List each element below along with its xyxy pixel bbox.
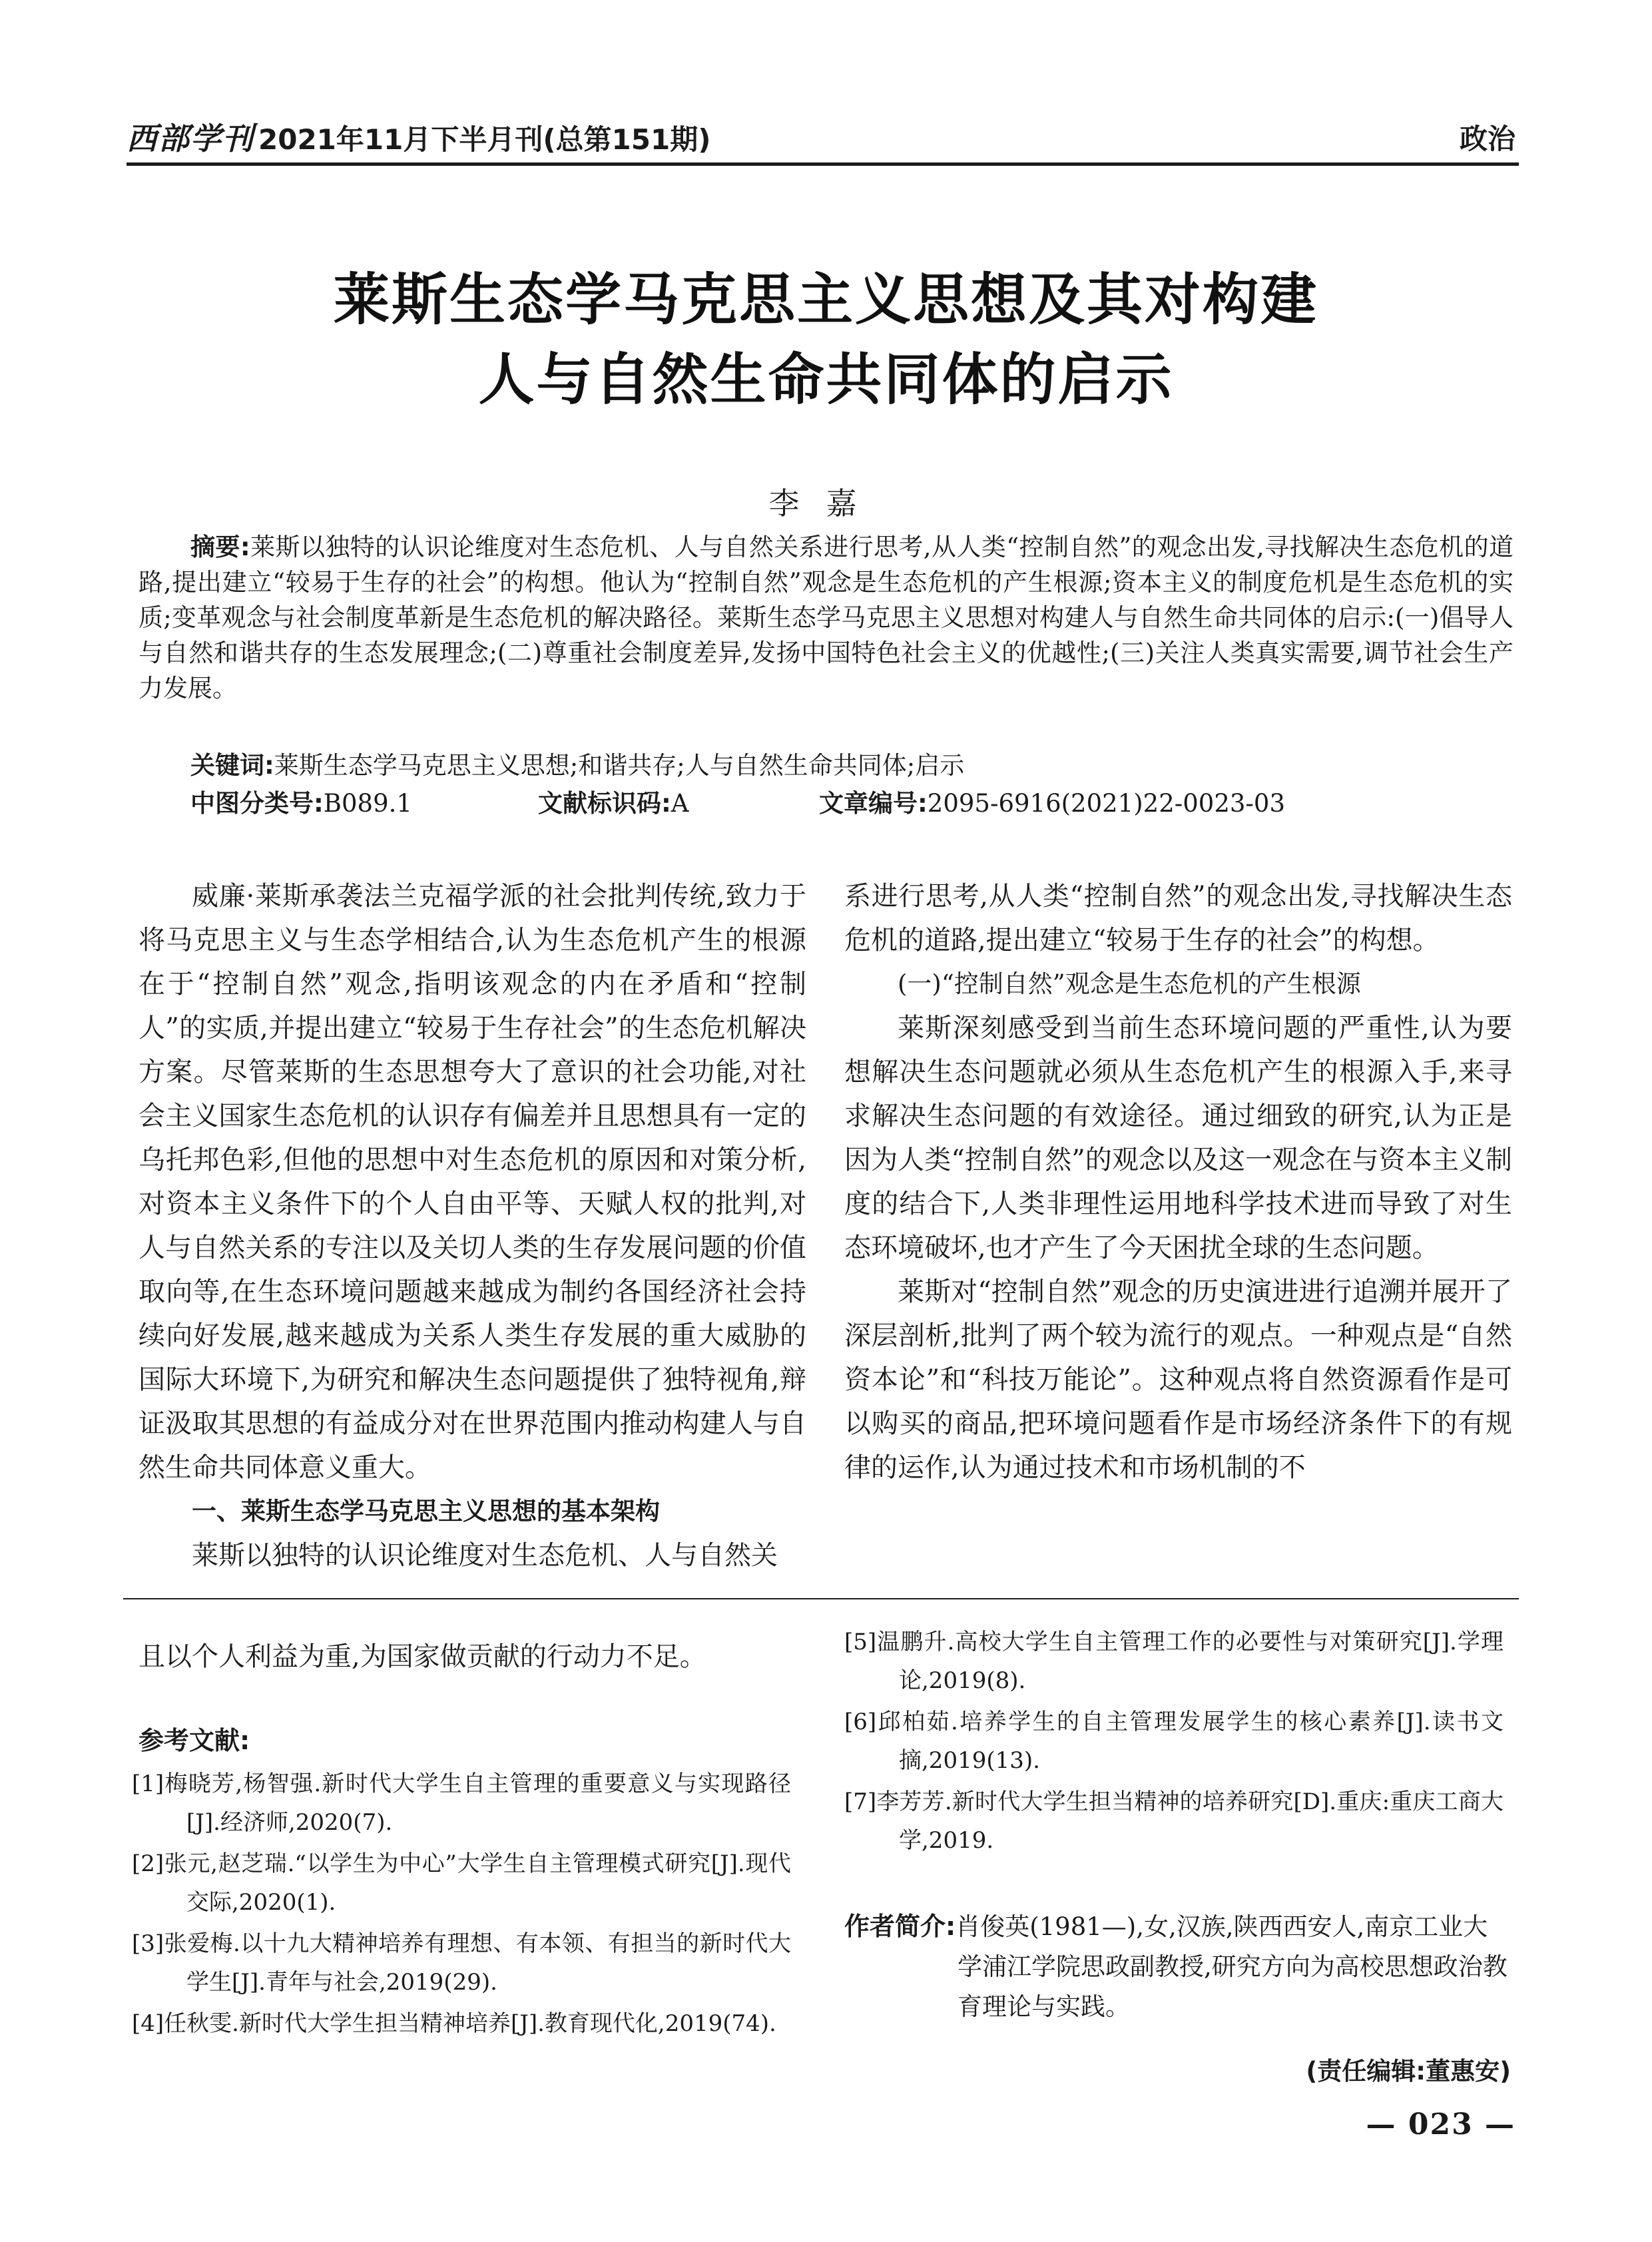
running-header-left [127, 115, 710, 154]
article-number: 文章编号:2095-6916(2021)22-0023-03 [819, 789, 1285, 818]
author-name: 李嘉 [768, 485, 884, 521]
header-rule [127, 162, 1519, 166]
keywords [138, 748, 1565, 783]
reference-item: [1]梅晓芳,杨智强.新时代大学生自主管理的重要意义与实现路径[J].经济师,2020(7). [132, 1771, 791, 1836]
reference-item: [3]张爱梅.以十九大精神培养有理想、有本领、有担当的新时代大学生[J].青年与社会,2019(29). [132, 1930, 791, 1996]
reference-item: [5]温鹏升.高校大学生自主管理工作的必要性与对策研究[J].学理论,2019(8). [844, 1629, 1504, 1694]
classification-row [138, 786, 1514, 821]
reference-item: [6]邱柏茹.培养学生的自主管理发展学生的核心素养[J].读书文摘,2019(13). [844, 1709, 1504, 1774]
journal-logo: 西部学刊 [127, 121, 254, 156]
document-code: 文献标识码:A [538, 789, 689, 818]
abstract-label: 摘要: [190, 533, 250, 561]
body-paragraph: 莱斯对“控制自然”观念的历史演进进行追溯并展开了深层剖析,批判了两个较为流行的观点。一种观点是“自然资本论”和“科技万能论”。这种观点将自然资源看作是可以购买的商品,把环境问题看作是市场经济条件下的有规律的运作,认为通过技术和市场机制的不 [844, 1276, 1512, 1483]
body-paragraph: 威廉·莱斯承袭法兰克福学派的社会批判传统,致力于将马克思主义与生态学相结合,认为生态危机产生的根源在于“控制自然”观念,指明该观念的内在矛盾和“控制人”的实质,并提出建立“较易于生存社会”的生态危机解决方案。尽管莱斯的生态思想夸大了意识的社会功能,对社会主义国家生态危机的认识存有偏差并且思想具有一定的乌托邦色彩,但他的思想中对生态危机的原因和对策分析,对资本主义条件下的个人自由平等、天赋人权的批判,对人与自然关系的专注以及关切人类的生存发展问题的价值取向等,在生态环境问题越来越成为制约各国经济社会持续向好发展,越来越成为关系人类生存发展的重大威胁的国际大环境下,为研究和解决生态问题提供了独特视角,辩证汲取其思想的有益成分对在世界范围内推动构建人与自然生命共同体意义重大。 [138, 881, 806, 1483]
reference-item: [4]任秋雯.新时代大学生担当精神培养[J].教育现代化,2019(74). [132, 2010, 776, 2037]
reference-item: [7]李芳芳.新时代大学生担当精神的培养研究[D].重庆:重庆工商大学,2019. [844, 1789, 1504, 1854]
keywords-text: 莱斯生态学马克思主义思想;和谐共存;人与自然生命共同体;启示 [274, 751, 965, 780]
reference-item: [2]张元,赵芝瑞.“以学生为中心”大学生自主管理模式研究[J].现代交际,2020(1). [132, 1850, 791, 1916]
subsection-heading: (一)“控制自然”观念是生态危机的产生根源 [898, 970, 1361, 998]
clc-code: 中图分类号:B089.1 [190, 789, 412, 818]
keywords-label: 关键词: [190, 751, 274, 780]
body-left-column [138, 874, 806, 1577]
abstract [138, 529, 1514, 706]
author-bio-label: 作者简介: [844, 1912, 956, 1941]
author-bio-text: 肖俊英(1981—),女,汉族,陕西西安人,南京工业大学浦江学院思政副教授,研究方向为高校思想政治教育理论与实践。 [956, 1912, 1508, 2021]
body-paragraph: 莱斯深刻感受到当前生态环境问题的严重性,认为要想解决生态问题就必须从生态危机产生的根源入手,来寻求解决生态问题的有效途径。通过细致的研究,认为正是因为人类“控制自然”的观念以及这一观念在与资本主义制度的结合下,人类非理性运用地科学技术进而导致了对生态环境破坏,也才产生了今天困扰全球的生态问题。 [844, 1013, 1512, 1263]
issue-label: 2021年11月下半月刊(总第151期) [258, 123, 711, 156]
author-bio [844, 1906, 1510, 2027]
references-label: 参考文献: [138, 1726, 250, 1755]
responsible-editor: (责任编辑:董惠安) [1306, 2057, 1511, 2086]
section-label: 政治 [1459, 123, 1515, 155]
body-right-column [844, 874, 1512, 1490]
references-right [844, 1623, 1504, 1862]
article-title-line1: 莱斯生态学马克思主义思想及其对构建 [333, 266, 1318, 332]
article-title-line2: 人与自然生命共同体的启示 [478, 346, 1174, 412]
abstract-text: 莱斯以独特的认识论维度对生态危机、人与自然关系进行思考,从人类“控制自然”的观念出发,寻找解决生态危机的道路,提出建立“较易于生存的社会”的构想。他认为“控制自然”观念是生态危机的产生根源;资本主义的制度危机是生态危机的实质;变革观念与社会制度革新是生态危机的解决路径。莱斯生态学马克思主义思想对构建人与自然生命共同体的启示:(一)倡导人与自然和谐共存的生态发展理念;(二)尊重社会制度差异,发扬中国特色社会主义的优越性;(三)关注人类真实需要,调节社会生产力发展。 [138, 533, 1514, 702]
body-paragraph: 莱斯以独特的认识论维度对生态危机、人与自然关 [192, 1540, 778, 1571]
section-heading: 一、莱斯生态学马克思主义思想的基本架构 [192, 1497, 660, 1526]
references-left [132, 1765, 791, 2046]
continued-text: 且以个人利益为重,为国家做贡献的行动力不足。 [138, 1641, 706, 1672]
page-number: — 023 — [1366, 2107, 1515, 2141]
body-paragraph: 系进行思考,从人类“控制自然”的观念出发,寻找解决生态危机的道路,提出建立“较易于生存的社会”的构想。 [844, 881, 1512, 956]
section-separator [123, 1598, 1519, 1599]
